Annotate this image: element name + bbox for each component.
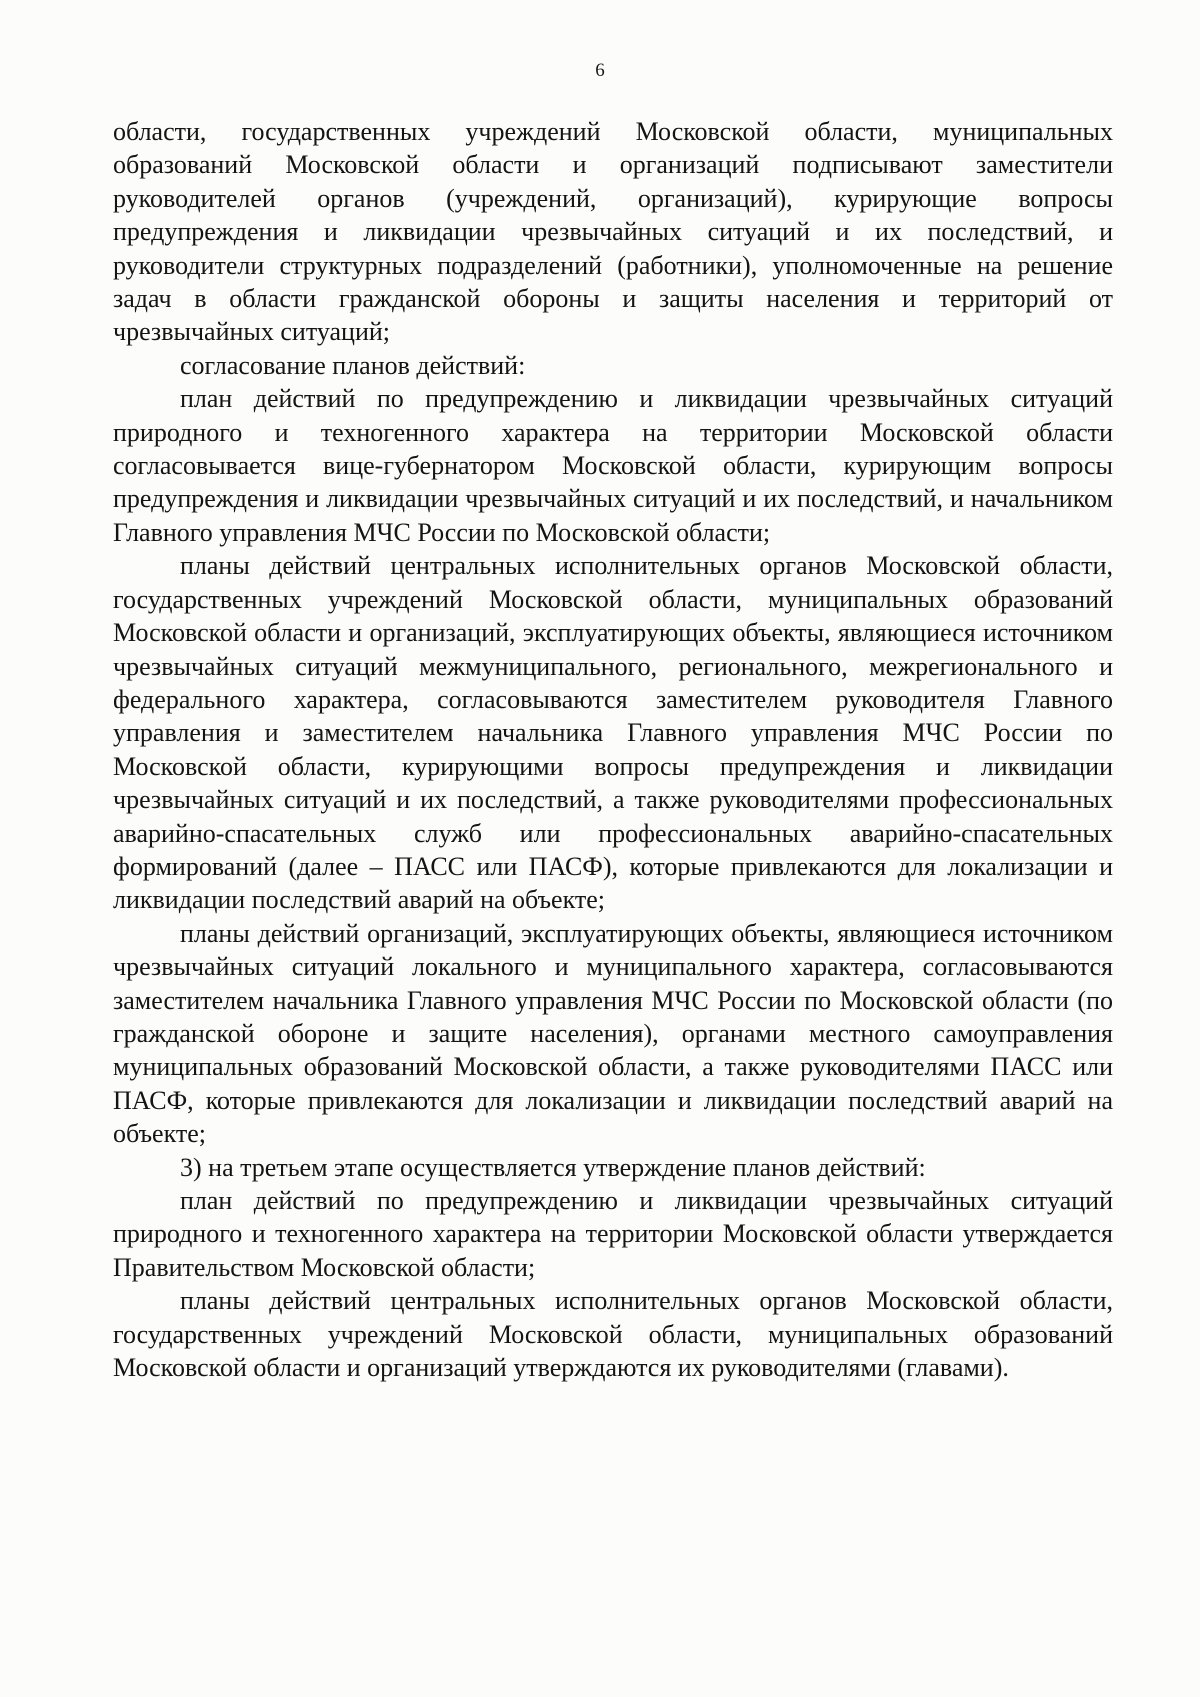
paragraph-local-plans: планы действий организаций, эксплуатирующих объекты, являющиеся источником чрезвычайных ситуаций локального и муниципального характера, согласовываются заместителем начальника Главного управления МЧС России по Московской области (по гражданской обороне и защите населения), органами местного самоуправления муниципальных образований Московской области, а также руководителями ПАСС или ПАСФ, которые привлекаются для локализации и ликвидации последствий аварий на объекте;	[113, 918, 1113, 1149]
paragraph-signatories: области, государственных учреждений Московской области, муниципальных образований Московской области и организаций подписывают заместители руководителей органов (учреждений, организаций), курирующие вопросы предупреждения и ликвидации чрезвычайных ситуаций и их последствий, и руководители структурных подразделений (работники), уполномоченные на решение задач в области гражданской обороны и защиты населения и территорий от чрезвычайных ситуаций;	[113, 117, 1113, 347]
paragraph-regional-plan-approval: план действий по предупреждению и ликвидации чрезвычайных ситуаций природного и техногенного характера на территории Московской области согласовывается вице-губернатором Московской области, курирующим вопросы предупреждения и ликвидации чрезвычайных ситуаций и их последствий, и начальником Главного управления МЧС России по Московской области;	[113, 384, 1113, 547]
paragraph-executive-bodies-plans: планы действий центральных исполнительных органов Московской области, государственных учреждений Московской области, муниципальных образований Московской области и организаций, эксплуатирующих объекты, являющиеся источником чрезвычайных ситуаций межмуниципального, регионального, межрегионального и федерального характера, согласовываются заместителем руководителя Главного управления и заместителем начальника Главного управления МЧС России по Московской области, курирующими вопросы предупреждения и ликвидации чрезвычайных ситуаций и их последствий, а также руководителями профессиональных аварийно-спасательных служб или профессиональных аварийно-спасательных формирований (далее – ПАСС или ПАСФ), которые привлекаются для локализации и ликвидации последствий аварий на объекте;	[113, 551, 1113, 915]
page-number: 6	[595, 60, 605, 81]
paragraph-regional-plan-adoption: план действий по предупреждению и ликвидации чрезвычайных ситуаций природного и техногенного характера на территории Московской области утверждается Правительством Московской области;	[113, 1186, 1113, 1282]
paragraph-third-stage: 3) на третьем этапе осуществляется утверждение планов действий:	[180, 1152, 926, 1182]
paragraph-approval-heading: согласование планов действий:	[180, 350, 526, 380]
paragraph-organizations-plans-adoption: планы действий центральных исполнительных органов Московской области, государственных учреждений Московской области, муниципальных образований Московской области и организаций утверждаются их руководителями (главами).	[113, 1286, 1113, 1383]
document-body	[113, 115, 1113, 1384]
